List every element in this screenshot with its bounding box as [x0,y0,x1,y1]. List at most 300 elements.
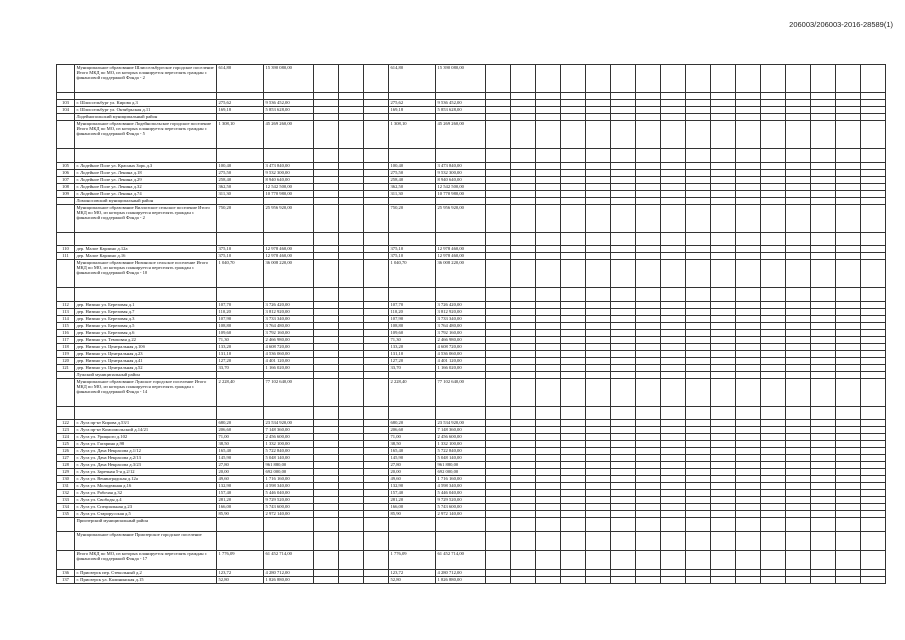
empty-cell [861,100,886,107]
empty-cell [611,406,636,420]
empty-cell [786,462,811,469]
empty-cell [611,183,636,190]
empty-cell [486,462,511,469]
empty-cell [861,490,886,497]
empty-cell [686,65,711,93]
cost-total-cell: 12 542 500,00 [436,183,486,190]
empty-cell [561,364,586,371]
empty-cell [786,427,811,434]
empty-cell [736,246,761,253]
empty-cell [811,483,836,490]
cost-total-cell: 10 770 980,00 [436,190,486,197]
empty-cell [711,65,736,93]
empty-cell [586,531,611,550]
empty-cell [861,65,886,93]
empty-cell [364,364,389,371]
empty-cell [736,497,761,504]
empty-cell [761,107,786,114]
empty-cell [364,253,389,260]
empty-cell [761,420,786,427]
empty-cell [661,183,686,190]
empty-cell [736,183,761,190]
empty-cell [786,114,811,121]
empty-cell [786,169,811,176]
empty-cell [711,378,736,406]
empty-cell [364,469,389,476]
empty-cell [861,364,886,371]
empty-cell [586,336,611,343]
table-row [57,511,886,518]
empty-cell [761,497,786,504]
cost-total-cell: 1 716 160,00 [436,476,486,483]
area-cell: 275,62 [217,100,264,107]
empty-cell [661,93,686,100]
empty-cell [761,121,786,149]
address-cell: Лужский муниципальный район [75,371,217,378]
empty-cell [511,434,536,441]
cost-total-cell [436,371,486,378]
empty-cell [364,531,389,550]
empty-cell [586,434,611,441]
empty-cell [786,301,811,308]
empty-cell [811,550,836,569]
empty-cell [511,260,536,288]
empty-cell [314,504,339,511]
address-cell: г. Луга ул. Венинградская д.12а [75,476,217,483]
empty-cell [786,288,811,302]
empty-cell [836,204,861,232]
empty-cell [836,162,861,169]
table-row [57,576,886,583]
empty-cell [636,315,661,322]
row-number: 120 [57,357,75,364]
empty-cell [686,149,711,163]
empty-cell [561,441,586,448]
cost-cell: 3 764 480,00 [264,322,314,329]
empty-cell [836,569,861,576]
empty-cell [811,183,836,190]
empty-cell [811,357,836,364]
empty-cell [364,343,389,350]
empty-cell [586,350,611,357]
empty-cell [786,469,811,476]
empty-cell [314,511,339,518]
empty-cell [586,114,611,121]
empty-cell [636,576,661,583]
cost-total-cell: 2 456 600,00 [436,434,486,441]
empty-cell [811,253,836,260]
empty-cell [511,149,536,163]
empty-cell [661,107,686,114]
empty-cell [586,107,611,114]
empty-cell [611,336,636,343]
empty-cell [761,343,786,350]
cost-total-cell: 12 978 460,00 [436,246,486,253]
area-cell: 206,60 [217,427,264,434]
empty-cell [561,322,586,329]
cost-cell [264,114,314,121]
empty-cell [636,434,661,441]
empty-cell [636,550,661,569]
empty-cell [686,169,711,176]
empty-cell [314,350,339,357]
empty-cell [736,378,761,406]
empty-cell [486,569,511,576]
cost-total-cell: 5 446 040,00 [436,490,486,497]
area-total-cell: 33,70 [389,364,436,371]
row-number [57,550,75,569]
empty-cell [511,427,536,434]
empty-cell [586,469,611,476]
empty-cell [711,315,736,322]
area-cell: 109,60 [217,329,264,336]
area-cell: 20,00 [217,469,264,476]
empty-cell [339,260,364,288]
empty-cell [314,357,339,364]
empty-cell [586,483,611,490]
area-cell [217,518,264,532]
empty-cell [686,322,711,329]
row-number [57,121,75,149]
empty-cell [786,550,811,569]
empty-cell [736,434,761,441]
empty-cell [561,232,586,246]
cost-cell: 4 536 060,00 [264,350,314,357]
row-number: 137 [57,576,75,583]
empty-cell [536,246,561,253]
empty-cell [786,190,811,197]
empty-cell [314,288,339,302]
empty-cell [636,149,661,163]
empty-cell [686,260,711,288]
address-cell: г. Шлиссельбург ул. Кирова д.3 [75,100,217,107]
empty-cell [711,169,736,176]
empty-cell [686,569,711,576]
empty-cell [861,253,886,260]
cost-cell: 3 726 420,00 [264,301,314,308]
empty-cell [811,469,836,476]
empty-cell [314,441,339,448]
empty-cell [364,511,389,518]
empty-cell [811,322,836,329]
empty-cell [314,204,339,232]
cost-total-cell: 2 466 980,00 [436,336,486,343]
empty-cell [711,420,736,427]
empty-cell [811,441,836,448]
empty-cell [536,149,561,163]
table-row [57,476,886,483]
empty-cell [761,190,786,197]
empty-cell [339,322,364,329]
empty-cell [561,288,586,302]
empty-cell [364,569,389,576]
empty-cell [636,232,661,246]
empty-cell [836,550,861,569]
empty-cell [786,183,811,190]
cost-cell: 2 466 980,00 [264,336,314,343]
table-row [57,483,886,490]
empty-cell [636,65,661,93]
empty-cell [686,197,711,204]
empty-cell [586,197,611,204]
address-cell: г. Шлиссельбург ул. Октябрьская д.11 [75,107,217,114]
empty-cell [811,343,836,350]
empty-cell [836,114,861,121]
empty-cell [711,550,736,569]
area-cell [217,531,264,550]
area-total-cell: 71,30 [389,336,436,343]
empty-cell [861,350,886,357]
empty-cell [611,176,636,183]
empty-cell [836,364,861,371]
row-number: 124 [57,434,75,441]
area-cell: 71,30 [217,336,264,343]
empty-cell [736,329,761,336]
row-number: 128 [57,462,75,469]
row-number: 107 [57,176,75,183]
empty-cell [486,455,511,462]
cost-cell: 12 978 460,00 [264,253,314,260]
address-cell: дер. Низино ул. Березовая д.5 [75,322,217,329]
empty-cell [586,343,611,350]
empty-cell [811,197,836,204]
empty-cell [536,518,561,532]
empty-cell [536,504,561,511]
empty-cell [711,288,736,302]
empty-cell [314,197,339,204]
empty-cell [486,427,511,434]
empty-cell [364,322,389,329]
empty-cell [536,569,561,576]
empty-cell [861,531,886,550]
empty-cell [711,93,736,100]
empty-cell [561,253,586,260]
empty-cell [861,357,886,364]
area-total-cell: 127,20 [389,357,436,364]
empty-cell [786,260,811,288]
table-row [57,364,886,371]
empty-cell [711,149,736,163]
empty-cell [836,65,861,93]
empty-cell [811,378,836,406]
empty-cell [586,357,611,364]
empty-cell [611,569,636,576]
empty-cell [339,253,364,260]
empty-cell [686,253,711,260]
row-number: 131 [57,483,75,490]
empty-cell [761,462,786,469]
empty-cell [561,462,586,469]
empty-cell [511,114,536,121]
area-total-cell: 275,50 [389,169,436,176]
empty-cell [586,315,611,322]
housing-resettlement-table [56,64,884,584]
empty-cell [339,93,364,100]
empty-cell [711,329,736,336]
empty-cell [486,246,511,253]
address-cell [75,288,217,302]
empty-cell [536,455,561,462]
empty-cell [786,197,811,204]
empty-cell [661,569,686,576]
empty-cell [364,246,389,253]
cost-cell: 961 880,00 [264,462,314,469]
area-cell [217,232,264,246]
empty-cell [561,197,586,204]
empty-cell [364,504,389,511]
empty-cell [861,476,886,483]
empty-cell [836,576,861,583]
empty-cell [661,476,686,483]
table-row [57,114,886,121]
empty-cell [314,121,339,149]
table-row [57,232,886,246]
empty-cell [339,350,364,357]
empty-cell [364,162,389,169]
empty-cell [364,197,389,204]
empty-cell [736,176,761,183]
table-row [57,149,886,163]
area-cell: 165,40 [217,448,264,455]
empty-cell [661,531,686,550]
empty-cell [339,371,364,378]
empty-cell [511,288,536,302]
address-cell [75,149,217,163]
address-cell: Муниципальное образование Лодейнопольское городское поселение Итого МКД по МО, из которых планируется переселять граждан с финансовой поддержкой Фонда - 5 [75,121,217,149]
row-number [57,232,75,246]
empty-cell [536,190,561,197]
area-total-cell: 131,10 [389,350,436,357]
empty-cell [761,322,786,329]
table-row [57,531,886,550]
cost-cell: 12 542 500,00 [264,183,314,190]
empty-cell [736,569,761,576]
area-cell [217,406,264,420]
table-row [57,497,886,504]
empty-cell [661,469,686,476]
empty-cell [836,518,861,532]
empty-cell [561,308,586,315]
cost-cell: 10 770 980,00 [264,190,314,197]
empty-cell [836,315,861,322]
address-cell: г. Приозерск пер. Стекольный д.2 [75,569,217,576]
empty-cell [761,260,786,288]
empty-cell [811,576,836,583]
empty-cell [314,190,339,197]
empty-cell [861,469,886,476]
empty-cell [686,462,711,469]
address-cell: дер. Низино ул. Темповая д.22 [75,336,217,343]
empty-cell [314,518,339,532]
empty-cell [486,322,511,329]
empty-cell [511,569,536,576]
empty-cell [536,531,561,550]
empty-cell [511,169,536,176]
empty-cell [536,100,561,107]
table-row [57,371,886,378]
empty-cell [314,308,339,315]
empty-cell [586,322,611,329]
empty-cell [636,490,661,497]
area-cell: 110,20 [217,308,264,315]
row-number [57,531,75,550]
empty-cell [836,476,861,483]
row-number [57,406,75,420]
empty-cell [536,162,561,169]
empty-cell [611,121,636,149]
empty-cell [339,378,364,406]
empty-cell [561,378,586,406]
empty-cell [836,378,861,406]
address-cell: дер. Низино ул. Березовая д.1 [75,301,217,308]
area-cell: 258,40 [217,176,264,183]
empty-cell [561,162,586,169]
empty-cell [661,204,686,232]
empty-cell [836,455,861,462]
empty-cell [511,357,536,364]
empty-cell [811,162,836,169]
empty-cell [364,93,389,100]
cost-total-cell: 12 978 460,00 [436,253,486,260]
empty-cell [661,427,686,434]
empty-cell [711,476,736,483]
empty-cell [364,121,389,149]
empty-cell [786,518,811,532]
empty-cell [736,420,761,427]
table-row [57,469,886,476]
empty-cell [686,190,711,197]
empty-cell [661,100,686,107]
table-row [57,336,886,343]
row-number: 136 [57,569,75,576]
empty-cell [511,121,536,149]
empty-cell [811,569,836,576]
table-row [57,162,886,169]
empty-cell [711,183,736,190]
cost-total-cell [436,114,486,121]
empty-cell [861,448,886,455]
cost-cell: 2 972 140,00 [264,511,314,518]
empty-cell [511,65,536,93]
empty-cell [636,371,661,378]
empty-cell [761,149,786,163]
empty-cell [736,406,761,420]
cost-total-cell: 7 148 360,00 [436,427,486,434]
empty-cell [314,329,339,336]
empty-cell [761,511,786,518]
empty-cell [364,329,389,336]
row-number: 119 [57,350,75,357]
empty-cell [736,531,761,550]
empty-cell [711,253,736,260]
empty-cell [711,100,736,107]
empty-cell [339,301,364,308]
empty-cell [561,434,586,441]
empty-cell [786,204,811,232]
empty-cell [486,490,511,497]
empty-cell [561,350,586,357]
empty-cell [536,448,561,455]
empty-cell [314,162,339,169]
empty-cell [561,176,586,183]
cost-cell [264,518,314,532]
empty-cell [536,434,561,441]
empty-cell [686,232,711,246]
empty-cell [586,149,611,163]
area-total-cell: 614,80 [389,65,436,93]
empty-cell [786,343,811,350]
empty-cell [636,476,661,483]
